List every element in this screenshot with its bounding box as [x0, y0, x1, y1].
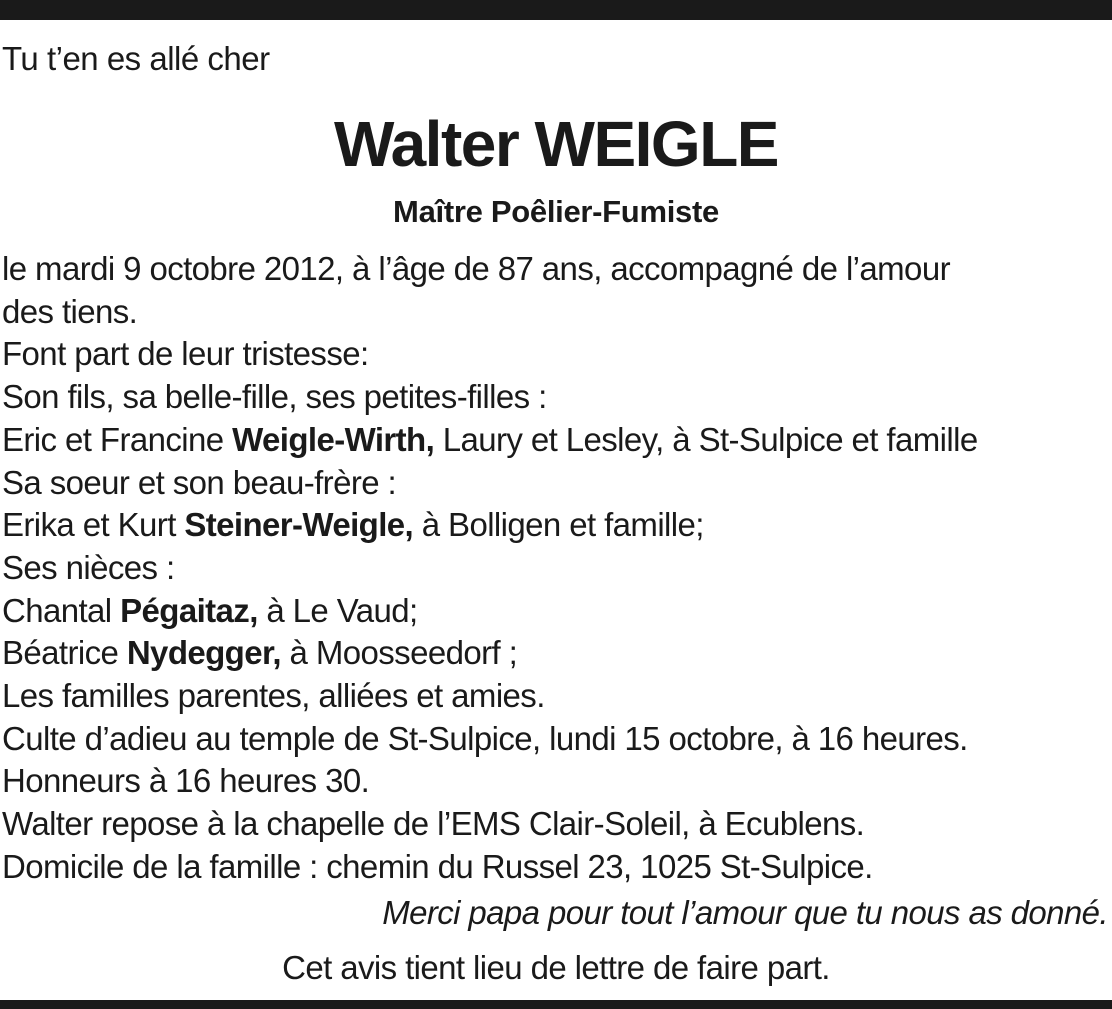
- family-name-bold: Weigle-Wirth,: [232, 420, 435, 458]
- family-name-bold: Steiner-Weigle,: [184, 506, 414, 544]
- address-line: Domicile de la famille : chemin du Russel 23, 1025 St-Sulpice.: [2, 847, 873, 885]
- line-suffix: à Le Vaud;: [257, 591, 418, 629]
- bottom-rule: [0, 1000, 1112, 1009]
- family-line-sister: [2, 504, 1107, 547]
- body-line: Sa soeur et son beau-frère :: [2, 463, 397, 501]
- ceremony-line: Culte d’adieu au temple de St-Sulpice, lundi 15 octobre, à 16 heures.: [2, 719, 968, 757]
- line-suffix: à Moosseedorf ;: [280, 634, 518, 672]
- body-line: Font part de leur tristesse:: [2, 335, 369, 373]
- thanks-text: Merci papa pour tout l’amour que tu nous as donné.: [382, 894, 1108, 931]
- line-suffix: Laury et Lesley, à St-Sulpice et famille: [434, 420, 978, 458]
- family-line-son: [2, 419, 1107, 462]
- line-prefix: Béatrice: [2, 634, 127, 672]
- line-suffix: à Bolligen et famille;: [413, 506, 704, 544]
- line-prefix: Chantal: [2, 591, 121, 629]
- top-rule: [0, 0, 1112, 20]
- body-line: des tiens.: [2, 292, 138, 330]
- deceased-name: Walter WEIGLE: [334, 108, 778, 180]
- body-line: Les familles parentes, alliées et amies.: [2, 677, 545, 715]
- profession-title: Maître Poêlier-Fumiste: [393, 194, 719, 229]
- notice-text: [0, 947, 1112, 989]
- notice-label: Cet avis tient lieu de lettre de faire part.: [282, 949, 830, 986]
- line-prefix: Eric et Francine: [2, 420, 233, 458]
- notice-body: [2, 248, 1107, 889]
- family-name-bold: Pégaitaz,: [120, 591, 258, 629]
- line-prefix: Erika et Kurt: [2, 506, 185, 544]
- intro-text: Tu t’en es allé cher: [2, 40, 270, 77]
- family-line-niece: [2, 590, 1107, 633]
- body-line: Ses nièces :: [2, 548, 175, 586]
- family-name-bold: Nydegger,: [126, 634, 281, 672]
- family-line-niece: [2, 632, 1107, 675]
- rest-place-line: Walter repose à la chapelle de l’EMS Clair-Soleil, à Ecublens.: [2, 805, 865, 843]
- body-line: Son fils, sa belle-fille, ses petites-filles :: [2, 378, 547, 416]
- body-line: le mardi 9 octobre 2012, à l’âge de 87 ans, accompagné de l’amour: [2, 250, 950, 287]
- honours-line: Honneurs à 16 heures 30.: [2, 762, 370, 800]
